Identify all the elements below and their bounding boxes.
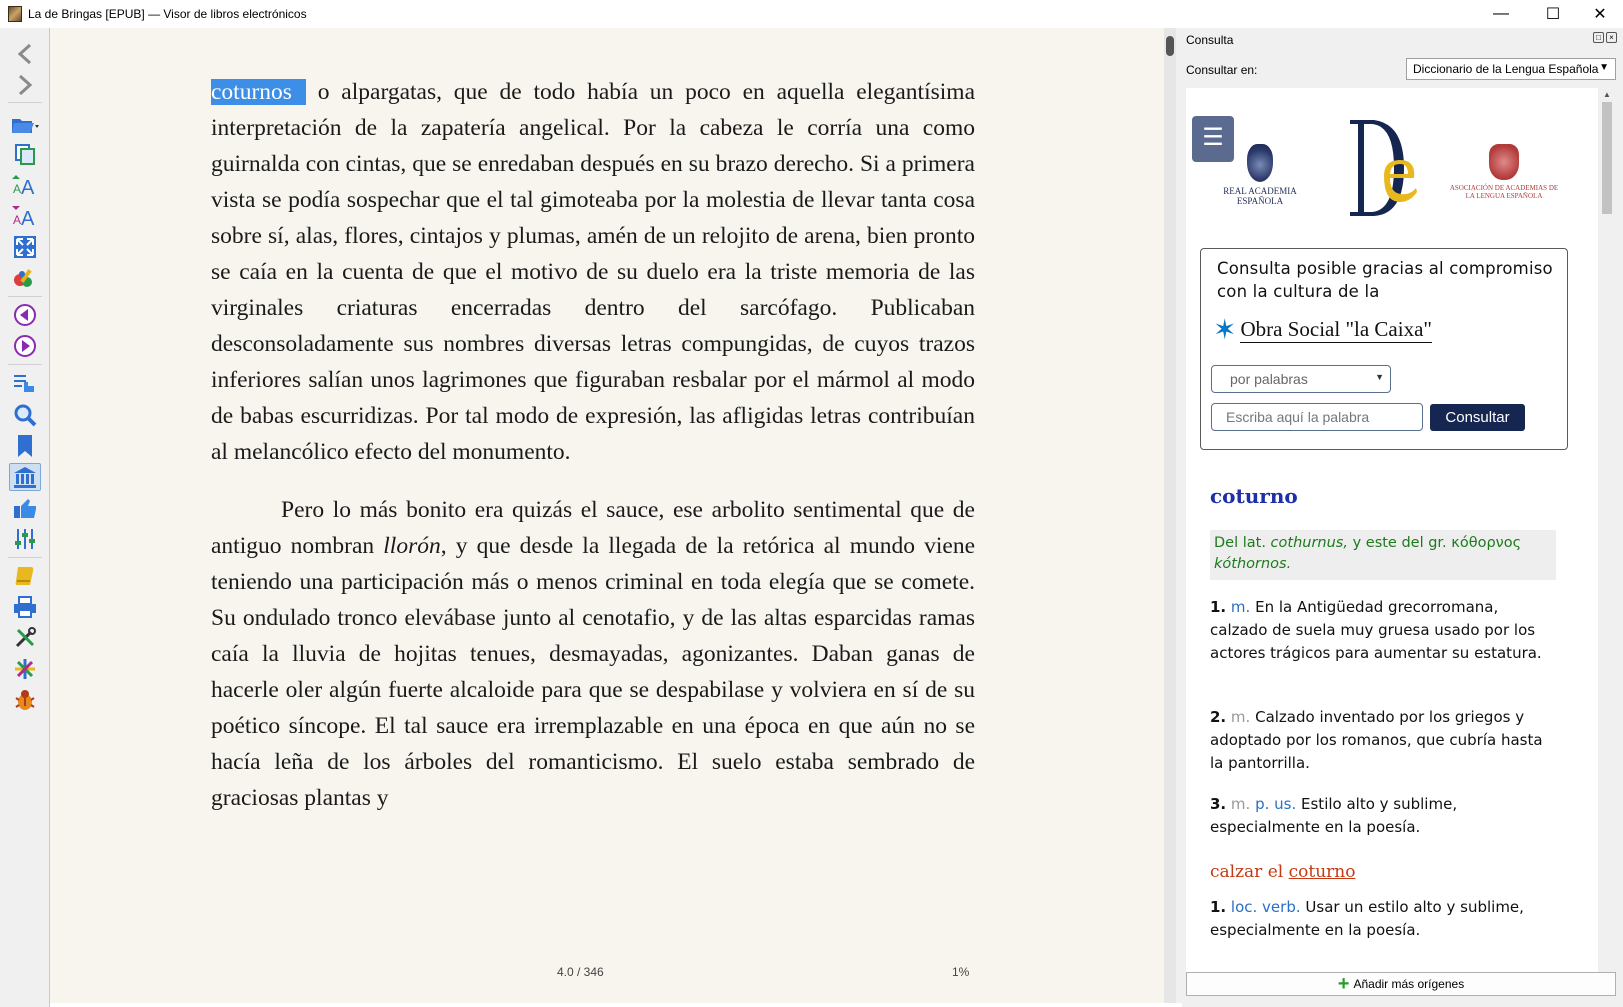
search-box — [1200, 248, 1568, 450]
add-sources-label: Añadir más orígenes — [1353, 977, 1465, 991]
add-sources-button[interactable] — [1186, 972, 1616, 996]
etym-greek: κόθορνος — [1451, 535, 1522, 551]
caixa-star-icon: ✶ — [1213, 314, 1237, 345]
bug-icon[interactable] — [9, 686, 41, 714]
title-bar — [0, 0, 1623, 28]
svg-text:A: A — [21, 177, 35, 197]
search-icon[interactable] — [9, 401, 41, 429]
forward-icon[interactable] — [9, 71, 41, 99]
open-book-icon[interactable] — [9, 109, 41, 137]
reader-scrollbar[interactable] — [1164, 28, 1176, 1003]
goto-location-icon[interactable] — [9, 370, 41, 398]
scroll-up-icon[interactable]: ▲ — [1603, 90, 1611, 99]
font-smaller-icon[interactable] — [9, 202, 41, 230]
source-row — [1186, 58, 1616, 82]
font-larger-icon[interactable] — [9, 171, 41, 199]
selected-word[interactable]: coturnos — [211, 79, 306, 105]
consult-label: Consultar en: — [1186, 63, 1258, 77]
svg-text:A: A — [21, 208, 35, 228]
webview-scrollbar[interactable] — [1598, 88, 1616, 990]
etymology — [1210, 530, 1556, 580]
preferences-icon[interactable] — [9, 525, 41, 553]
asale-logo[interactable] — [1448, 144, 1560, 200]
etym-middle: y este del gr. — [1352, 535, 1447, 551]
rae-logo[interactable] — [1200, 144, 1320, 206]
previous-section-icon[interactable] — [9, 301, 41, 329]
paragraph-1-text: o alpargatas, que de todo había un poco en aquella elegantísima interpretación de la zapatería angelical. Por la cabeza le corría una como guirnalda con cintas, que se enredaban después en su brazo derecho. Si a primera vista se podía sospechar que el tal gimoteaba por la molestia de llevar tanta cosa sobre sí, alas, flores, cintajos y plumas, amén de un relojito de arena, bien pronto se caía en la cuenta de que el motivo de su duelo era la triste memoria de las virginales criaturas encerradas dentro del sarcófago. Publicaban desconsoladamente sus nombres diversas letras compungidas, de cuyos trazos inferiores salían unos lagrimones que figuraban resbalar por el mármol al modo de babas escurridizas. Por tal modo de expresión, las afligidas letras contribuían al melancólico efecto del monumento. — [211, 79, 975, 465]
rae-crest-icon — [1247, 144, 1273, 182]
fullscreen-icon[interactable] — [9, 233, 41, 261]
chevron-down-icon: ▼ — [1599, 62, 1609, 73]
minimize-button[interactable]: — — [1493, 5, 1509, 22]
source-select[interactable] — [1406, 58, 1616, 80]
next-section-icon[interactable] — [9, 332, 41, 360]
asale-crest-icon — [1489, 144, 1519, 180]
copy-icon[interactable] — [9, 140, 41, 168]
consult-button[interactable]: Consultar — [1430, 404, 1525, 431]
back-icon[interactable] — [9, 40, 41, 68]
sense-number: 1. — [1210, 898, 1227, 916]
locution-link[interactable]: coturno — [1288, 862, 1356, 882]
caixa-logo[interactable] — [1213, 315, 1432, 345]
chevron-down-icon: ▼ — [1375, 372, 1384, 382]
sense-number: 1. — [1210, 598, 1227, 616]
source-select-value: Diccionario de la Lengua Española — [1413, 62, 1599, 76]
paragraph-2-text-before: Pero lo más bonito era quizás el sauce, ese arbolito sentimental que de antiguo nombran — [211, 497, 975, 559]
rae-name: REAL ACADEMIA ESPAÑOLA — [1223, 186, 1297, 206]
locution-sense-1 — [1210, 896, 1560, 942]
maximize-button[interactable]: ☐ — [1545, 6, 1561, 23]
paragraph-2-italic: llorón — [383, 533, 441, 559]
close-button[interactable]: ✕ — [1593, 6, 1607, 23]
tools-icon[interactable] — [9, 624, 41, 652]
menu-button[interactable]: ☰ — [1192, 116, 1234, 162]
sense-number: 2. — [1210, 708, 1227, 726]
paragraph-2-text-after: , y que desde la llegada de la retórica al mundo viene teniendo una participación más o menos criminal en toda elegía que se comete. Su ondulado tronco elevábase junto al cenotafio, y de las altas esparcidas ramas caía la lluvia de hojitas tenues, desmayadas, agonizantes. Daban ganas de hacerle oler algún fuerte alcaloide para que se despabilase y volviera en sí de su poético síncope. El tal sauce era irremplazable en una época en que aún no se hacía leña de los árboles del romanticismo. El suelo estaba sembrado de graciosas plantas y — [211, 533, 976, 811]
sense-abbr-extra[interactable]: p. us. — [1250, 795, 1297, 813]
search-mode-value: por palabras — [1230, 371, 1308, 387]
locution — [1210, 862, 1355, 882]
page-position: 4.0 / 346 — [557, 965, 604, 979]
float-panel-icon[interactable]: □ — [1593, 32, 1604, 43]
etym-latin: cothurnus, — [1270, 535, 1348, 551]
inspector-icon[interactable] — [9, 655, 41, 683]
sense-text: Estilo alto y sublime, especialmente en la poesía. — [1210, 795, 1458, 836]
color-scheme-icon[interactable] — [9, 264, 41, 292]
app-icon — [8, 6, 22, 22]
lookup-panel — [1182, 28, 1623, 1007]
panel-header — [1182, 28, 1623, 50]
close-panel-icon[interactable]: × — [1606, 32, 1617, 43]
plus-icon: + — [1337, 973, 1350, 995]
locution-text: calzar el — [1210, 862, 1284, 882]
paragraph-1 — [211, 74, 975, 470]
lookup-icon[interactable] — [9, 463, 41, 491]
caixa-name: Obra Social "la Caixa" — [1240, 317, 1432, 341]
window-title: La de Bringas [EPUB] — Visor de libros electrónicos — [28, 7, 307, 21]
search-mode-select[interactable] — [1211, 365, 1391, 393]
sense-2 — [1210, 706, 1560, 775]
highlight-icon[interactable] — [9, 562, 41, 590]
dle-logo[interactable] — [1344, 116, 1418, 220]
reader-scrollbar-thumb[interactable] — [1166, 36, 1174, 56]
etym-prefix: Del lat. — [1214, 535, 1266, 551]
left-toolbar — [0, 28, 50, 1007]
bookmark-icon[interactable] — [9, 432, 41, 460]
panel-title: Consulta — [1186, 33, 1234, 47]
entry-headword: coturno — [1210, 484, 1298, 508]
sense-1 — [1210, 596, 1560, 665]
sense-abbr[interactable]: m. — [1230, 795, 1251, 813]
sense-3 — [1210, 793, 1560, 839]
etym-translit: kóthornos. — [1214, 556, 1292, 572]
asale-name: ASOCIACIÓN DE ACADEMIAS DE LA LENGUA ESPAÑOLA — [1449, 184, 1559, 200]
dictionary-webview[interactable] — [1186, 88, 1598, 995]
sense-text: Calzado inventado por los griegos y adoptado por los romanos, que cubría hasta la pantorrilla. — [1210, 708, 1543, 772]
sense-text: En la Antigüedad grecorromana, calzado de suela muy gruesa usado por los actores trágicos para aumentar su estatura. — [1210, 598, 1542, 662]
word-search-input[interactable]: Escriba aquí la palabra — [1211, 403, 1423, 431]
svg-text:A: A — [13, 182, 22, 196]
book-page-text[interactable] — [211, 74, 975, 838]
sense-number: 3. — [1210, 795, 1227, 813]
webview-scrollbar-thumb[interactable] — [1602, 102, 1612, 214]
sense-abbr[interactable]: m. — [1230, 598, 1251, 616]
print-icon[interactable] — [9, 593, 41, 621]
book-reader[interactable] — [50, 28, 1164, 1003]
sense-text: Usar un estilo alto y sublime, especialmente en la poesía. — [1210, 898, 1524, 939]
paragraph-2 — [211, 492, 975, 816]
svg-text:A: A — [13, 213, 22, 227]
sense-abbr[interactable]: m. — [1230, 708, 1251, 726]
sense-abbr[interactable]: loc. verb. — [1230, 898, 1301, 916]
sponsor-text: Consulta posible gracias al compromiso con la cultura de la — [1217, 259, 1553, 301]
reference-mode-icon[interactable] — [9, 494, 41, 522]
progress-percent: 1% — [952, 965, 970, 979]
